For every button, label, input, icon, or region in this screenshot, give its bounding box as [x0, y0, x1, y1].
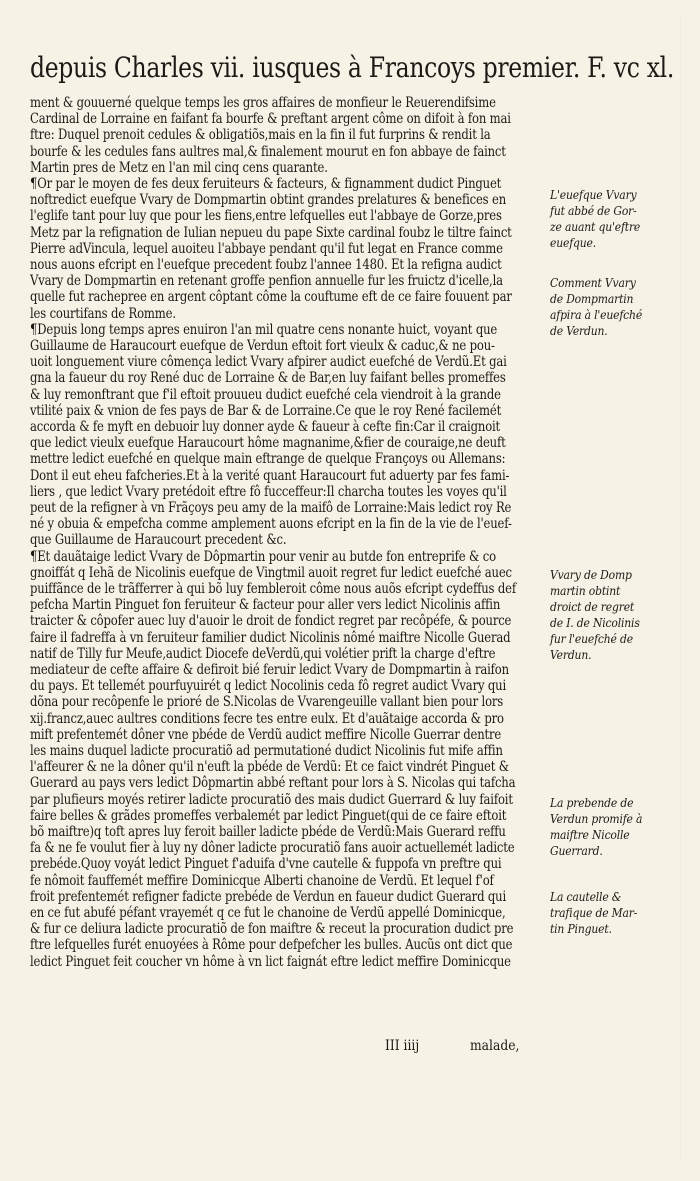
text-line: gna la faueur du roy René duc de Lorraine & de Bar,en luy faifant belles promeffes — [30, 370, 506, 387]
margin-note-line: Comment Vvary — [550, 276, 636, 290]
text-line: & fur ce deliura ladicte procuratiõ de fon maiftre & receut la procuration dudict pre — [30, 921, 514, 938]
text-line: Dont il eut eheu fafcheries.Et à la verité quant Haraucourt fut aduerty par fes fami- — [30, 467, 510, 484]
text-line: peut de la refigner à vn Frãçoys peu amy de la maifô de Lorraine:Mais ledict roy Re — [30, 500, 512, 516]
text-line: prebéde.Quoy voyát ledict Pinguet f'aduifa d'vne cautelle & fuppofa vn preftre qui — [30, 856, 502, 873]
text-line: froit prefentemét refigner fadicte prebéde de Verdun en faueur dudict Guerard qui — [30, 888, 506, 905]
margin-note-line: Vvary de Domp — [550, 568, 632, 582]
text-line: du pays. Et tellemét pourfuyuirét q ledict Nocolinis ceda fô regret audict Vvary qui — [30, 678, 507, 695]
margin-note-line: La prebende de — [550, 796, 634, 810]
text-line: faire il fadreffa à vn feruiteur familier dudict Nicolinis nômé maiftre Nicolle Guerad — [30, 629, 511, 646]
margin-note-line: Verdun. — [550, 648, 592, 662]
text-line: vtilité paix & vnion de fes pays de Bar & de Lorraine.Ce que le roy René facilemét — [30, 402, 502, 419]
text-line: ledict Pinguet feit coucher vn hôme à vn lict faignát eftre ledict meffire Dominicque — [30, 953, 511, 970]
text-line: ¶Depuis long temps apres enuiron l'an mil quatre cens nonante huict, voyant que — [30, 321, 498, 338]
margin-note-line: maiftre Nicolle — [550, 828, 630, 842]
text-line: l'affeurer & ne la dôner qu'il n'euft la pbéde de Verdũ: Et ce faict vindrét Pinguet & — [30, 759, 509, 776]
text-line: que Guillaume de Haraucourt precedent &c. — [30, 532, 287, 549]
text-line: ¶Et dauãtaige ledict Vvary de Dôpmartin pour venir au butde fon entreprife & co — [30, 548, 496, 565]
text-line: traicter & côpofer auec luy d'auoir le droit de fondict regret par recôpéfe, & pource — [30, 613, 512, 630]
text-line: les mains duquel ladicte procuratiõ ad permutationé dudict Nicolinis fut mife affin — [30, 743, 503, 759]
text-line: accorda & fe myft en debuoir luy donner ayde & faueur à cefte fin:Car il craignoit — [30, 419, 501, 435]
signature-mark: III iiij — [385, 1038, 420, 1054]
text-line: & luy remonftrant que f'il eftoit prouueu dudict euefché cela viendroit à la grande — [30, 386, 501, 403]
main-text-column — [30, 95, 552, 970]
text-line: Cardinal de Lorraine en faifant fa bourfe & preftant argent côme on difoit à fon mai — [30, 111, 511, 128]
text-line: faire belles & grãdes promeffes verbalemét par ledict Pinguet(qui de ce faire eftoit — [30, 807, 507, 824]
text-line: pefcha Martin Pinguet fon feruiteur & facteur pour aller vers ledict Nicolinis affin — [30, 597, 501, 614]
margin-note-line: fur l'euefché de — [550, 632, 633, 646]
margin-notes — [550, 170, 678, 936]
text-line: Martin pres de Metz en l'an mil cinq cens quarante. — [30, 159, 328, 176]
margin-note-line: droict de regret — [550, 600, 635, 614]
margin-note-line: de I. de Nicolinis — [550, 616, 640, 630]
text-line: nous auons efcript en l'euefque precedent foubz l'annee 1480. Et la refigna audict — [30, 257, 502, 273]
text-line: ftre: Duquel prenoit cedules & obligatiõs,mais en la fin il fut furprins & rendit la — [30, 127, 491, 144]
margin-note-line: Verdun promife à — [550, 812, 643, 826]
text-line: liers , que ledict Vvary pretédoit eftre fô fucceffeur:Il charcha toutes les voyes qu'il — [30, 483, 507, 500]
margin-note-line: Guerrard. — [550, 844, 603, 858]
text-line: né y obuia & empefcha comme amplement auons efcript en la fin de la vie de l'euef- — [30, 516, 512, 533]
text-line: Metz par la refignation de Iulian nepueu du pape Sixte cardinal foubz le tiltre fainct — [30, 224, 512, 241]
text-line: xij.francz,auec aultres conditions fecre tes entre eulx. Et d'auãtaige accorda & pro — [30, 710, 504, 727]
margin-note-line: tin Pinguet. — [550, 922, 612, 936]
text-line: mediateur de cefte affaire & defiroit bié feruir ledict Vvary de Dompmartin à raifon — [30, 662, 509, 678]
margin-note-line: fut abbé de Gor- — [550, 204, 637, 218]
text-line: natif de Tilly fur Meufe,audict Diocefe deVerdũ,qui volétier prift la charge d'eftre — [30, 645, 496, 662]
margin-note-line: de Dompmartin — [550, 292, 634, 306]
running-head: depuis Charles vii. iusques à Francoys premier. F. vc xl. — [30, 51, 674, 84]
text-line: dõna pour recôpenfe le prioré de S.Nicolas de Vvarengeuille vallant bien pour lors — [30, 694, 504, 711]
text-line: quelle fut rachepree en argent côptant côme la couftume eft de ce faire fouuent par — [30, 289, 512, 306]
text-line: gnoiffát q Iehã de Nicolinis euefque de Vingtmil auoit regret fur ledict euefché auec — [30, 564, 512, 581]
text-line: ¶Or par le moyen de fes deux feruiteurs & facteurs, & fignamment dudict Pinguet — [30, 176, 502, 192]
text-line: mettre ledict euefché en quelque main eftrange de quelque Françoys ou Allemans: — [30, 451, 506, 468]
margin-note-line: trafique de Mar- — [550, 906, 638, 920]
text-line: fe nômoit fauffemét meffire Dominicque Alberti chanoine de Verdũ. Et lequel f'of — [30, 872, 494, 889]
text-line: bourfe & les cedules fans aultres mal,& finalement mourut en fon abbaye de fainct — [30, 143, 506, 160]
text-line: Guillaume de Haraucourt euefque de Verdun eftoit fort vieulx & caduc,& ne pou- — [30, 338, 495, 354]
text-line: fa & ne fe voulut fier à luy ny dôner ladicte procuratiõ fans auoir actuellemét ladicte — [30, 840, 515, 857]
margin-note-line: de Verdun. — [550, 324, 608, 338]
text-line: Pierre adVincula, lequel auoiteu l'abbaye pendant qu'il fut legat en France comme — [30, 240, 503, 257]
text-line: mift prefentemét dôner vne pbéde de Verdũ audict meffire Nicolle Guerrar dentre — [30, 726, 502, 743]
page-edge-shadow — [680, 18, 681, 1158]
text-line: ftre lefquelles furét enuoyées à Rôme pour defpefcher les bulles. Aucũs ont dict que — [30, 937, 513, 954]
text-line: puiffãnce de le trãfferrer à qui bõ luy fembleroit côme nous auõs efcript cydeffus def — [30, 581, 516, 597]
text-line: par plufieurs moyés retirer ladicte procuratiõ des mais dudict Guerrard & luy faifoit — [30, 791, 513, 808]
margin-note-line: martin obtint — [550, 584, 621, 598]
text-line: noftredict euefque Vvary de Dompmartin obtint grandes prelatures & benefices en — [30, 192, 507, 209]
text-line: Vvary de Dompmartin en retenant groffe penfion annuelle fur les fruictz d'icelle,la — [30, 273, 503, 290]
text-line: que ledict vieulx euefque Haraucourt hôme magnanime,&fier de couraige,ne deuft — [30, 435, 506, 452]
text-line: en ce fut abufé péfant vrayemét q ce fut le chanoine de Verdũ appellé Dominicque, — [30, 905, 506, 921]
text-line: ment & gouuerné quelque temps les gros affaires de monfieur le Reuerendifsime — [30, 95, 496, 111]
margin-note-line: afpira à l'euefché — [550, 308, 643, 322]
margin-note-line: La cautelle & — [550, 890, 622, 904]
text-line: Guerard au pays vers ledict Dôpmartin abbé reftant pour lors à S. Nicolas qui tafcha — [30, 775, 516, 792]
text-line: uoit longuement viure cômença ledict Vvary afpirer audict euefché de Verdũ.Et gai — [30, 354, 507, 371]
text-line: l'eglife tant pour luy que pour les fiens,entre lefquelles eut l'abbaye de Gorze,pres — [30, 208, 502, 225]
margin-note-line: L'euefque Vvary — [550, 188, 637, 202]
text-line: les courtifans de Romme. — [30, 305, 176, 322]
page-footer — [30, 1038, 552, 1058]
margin-note-line: ze auant qu'eftre — [550, 220, 641, 234]
margin-note-line: euefque. — [550, 236, 596, 250]
catchword: malade, — [470, 1038, 520, 1054]
text-line: bõ maiftre)q toft apres luy feroit bailler ladicte pbéde de Verdũ:Mais Guerard reffu — [30, 824, 506, 840]
